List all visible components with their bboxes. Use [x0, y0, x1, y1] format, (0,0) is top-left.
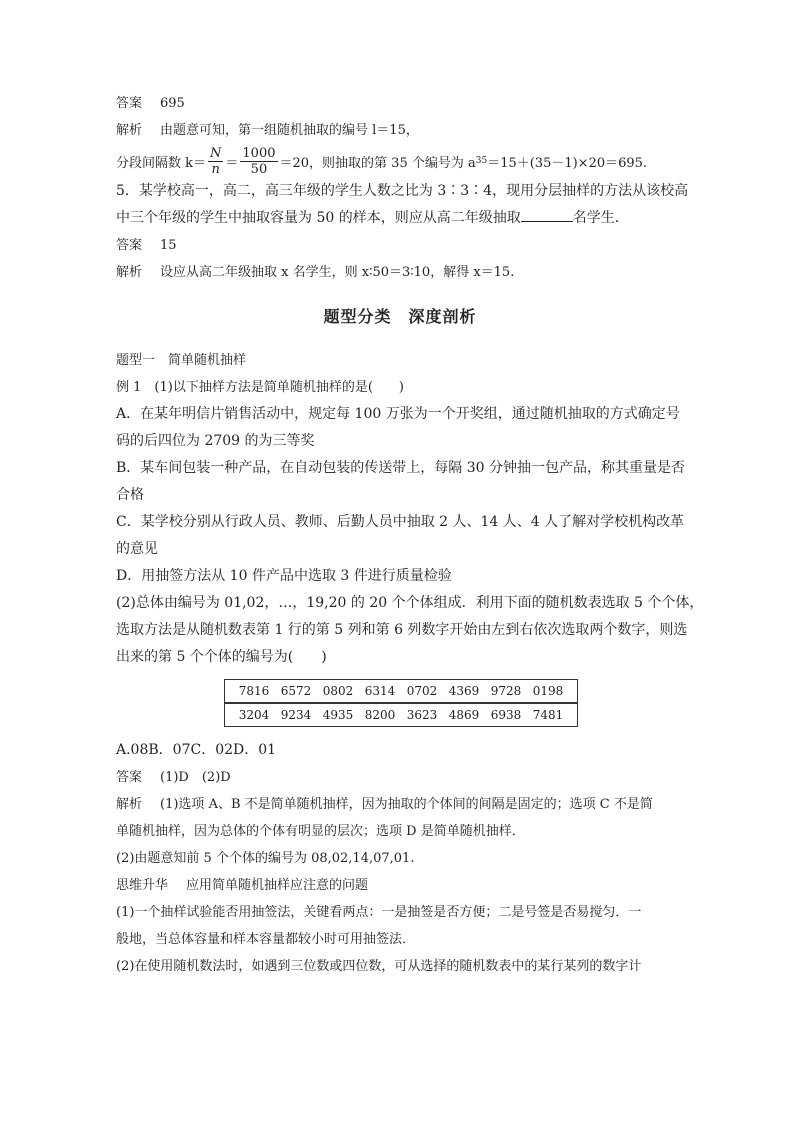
fraction-numerator: 1000	[242, 145, 276, 161]
answer-q5	[116, 232, 684, 259]
table-cell-row1	[224, 679, 578, 703]
formula-middle: ＝20，则抽取的第 35 个编号为 a	[279, 155, 476, 171]
option-c-line2: 的意见	[116, 541, 158, 557]
analysis-q5	[116, 259, 684, 286]
analysis-text: 设应从高二年级抽取 x 名学生，则 x∶50＝3∶10，解得 x＝15.	[160, 265, 515, 280]
analysis-label: 解析	[116, 265, 143, 280]
example1-stem: 例 1 (1)以下抽样方法是简单随机抽样的是( )	[116, 380, 404, 395]
table-value: 8200	[364, 708, 396, 722]
fraction-N-over-n	[208, 146, 223, 177]
section-title: 题型分类 深度剖析	[323, 307, 477, 326]
table-value: 4869	[448, 708, 480, 722]
table-value: 0198	[532, 684, 564, 698]
analysis-ex1-line3: (2)由题意知前 5 个个体的编号为 08,02,14,07,01.	[116, 851, 415, 866]
table-cell-row2	[224, 703, 578, 727]
document-page	[116, 90, 704, 980]
equals-sign: ＝	[225, 155, 239, 171]
analysis-text: (1)选项 A、B 不是简单随机抽样，因为抽取的个体间的间隔是固定的；选项 C 不是简	[160, 797, 653, 812]
thinking-p2-line1: (2)在使用随机数法时，如遇到三位数或四位数，可从选择的随机数表中的某行某列的数字计	[116, 959, 642, 974]
option-a-line2: 码的后四位为 2709 的为三等奖	[116, 433, 315, 449]
question-5-text: 中三个年级的学生中抽取容量为 50 的样本，则应从高二年级抽取	[116, 210, 521, 226]
part2-line1: (2)总体由编号为 01,02，…，19,20 的 20 个个体组成．利用下面的随机数表选取 5 个个体，	[116, 595, 704, 611]
answer-value: (1)D (2)D	[160, 770, 231, 785]
table-value: 7481	[532, 708, 564, 722]
table-row	[224, 703, 578, 727]
table-value: 6572	[280, 684, 312, 698]
thinking-p1-line2: 般地，当总体容量和样本容量都较小时可用抽签法．	[116, 932, 416, 947]
analysis-label: 解析	[116, 797, 143, 812]
option-b-line2: 合格	[116, 487, 144, 503]
answer-blank	[521, 207, 573, 222]
answer-value: 15	[160, 238, 177, 253]
table-value: 4369	[448, 684, 480, 698]
option-c-line1: C．某学校分别从行政人员、教师、后勤人员中抽取 2 人、14 人、4 人了解对学校机构改革	[116, 514, 685, 530]
part2-line2: 选取方法是从随机数表第 1 行的第 5 列和第 6 列数字开始由左到右依次选取两个数字，则选	[116, 622, 688, 638]
table-value: 9728	[490, 684, 522, 698]
answer-label: 答案	[116, 770, 143, 785]
question-5-text-end: 名学生．	[572, 210, 629, 226]
thinking-title: 应用简单随机抽样应注意的问题	[186, 878, 369, 893]
analysis-prev-line1	[116, 117, 684, 144]
table-value: 4935	[322, 708, 354, 722]
choices: A.08B．07C．02D．01	[116, 742, 277, 758]
question-5-line2	[116, 205, 684, 232]
formula-end: ＝15＋(35－1)×20＝695.	[487, 155, 648, 171]
answer-value: 695	[160, 96, 185, 111]
analysis-prev-formula	[116, 144, 684, 178]
thinking-p1-line1: (1)一个抽样试验能否用抽签法，关键看两点：一是抽签是否方便；二是号签是否易搅匀．一	[116, 905, 642, 920]
table-row	[224, 679, 578, 703]
table-value: 9234	[280, 708, 312, 722]
fraction-denominator: 50	[250, 161, 268, 177]
part2-line3: 出来的第 5 个个体的编号为( )	[116, 649, 327, 665]
thinking-header	[116, 872, 684, 899]
type1-title: 题型一 简单随机抽样	[116, 353, 247, 368]
fraction-denominator: n	[211, 161, 220, 177]
analysis-label: 解析	[116, 123, 143, 138]
analysis-ex1-line2: 单随机抽样，因为总体的个体有明显的层次；选项 D 是简单随机抽样．	[116, 824, 525, 839]
table-value: 0702	[406, 684, 438, 698]
answer-label: 答案	[116, 96, 143, 111]
analysis-text: 由题意可知，第一组随机抽取的编号 l＝15，	[160, 123, 419, 138]
table-value: 3204	[238, 708, 270, 722]
question-5-line1: 5．某学校高一，高二，高三年级的学生人数之比为 3∶3∶4，现用分层抽样的方法从该校高	[116, 183, 689, 199]
fraction-1000-over-50	[240, 146, 277, 177]
table-value: 7816	[238, 684, 270, 698]
analysis-ex1-line1	[116, 791, 684, 818]
option-d: D．用抽签方法从 10 件产品中选取 3 件进行质量检验	[116, 568, 452, 584]
formula-prefix: 分段间隔数 k＝	[116, 155, 207, 171]
fraction-numerator: N	[210, 145, 222, 161]
table-value: 3623	[406, 708, 438, 722]
table-value: 0802	[322, 684, 354, 698]
thinking-label: 思维升华	[116, 878, 169, 893]
option-b-line1: B．某车间包装一种产品，在自动包装的传送带上，每隔 30 分钟抽一包产品，称其重量是否	[116, 460, 686, 476]
table-value: 6314	[364, 684, 396, 698]
formula-subscript: 35	[475, 156, 488, 166]
option-a-line1: A．在某年明信片销售活动中，规定每 100 万张为一个开奖组，通过随机抽取的方式确定号	[116, 406, 680, 422]
table-value: 6938	[490, 708, 522, 722]
answer-prev	[116, 90, 684, 117]
answer-ex1	[116, 764, 684, 791]
random-number-table	[224, 679, 578, 727]
answer-label: 答案	[116, 238, 143, 253]
